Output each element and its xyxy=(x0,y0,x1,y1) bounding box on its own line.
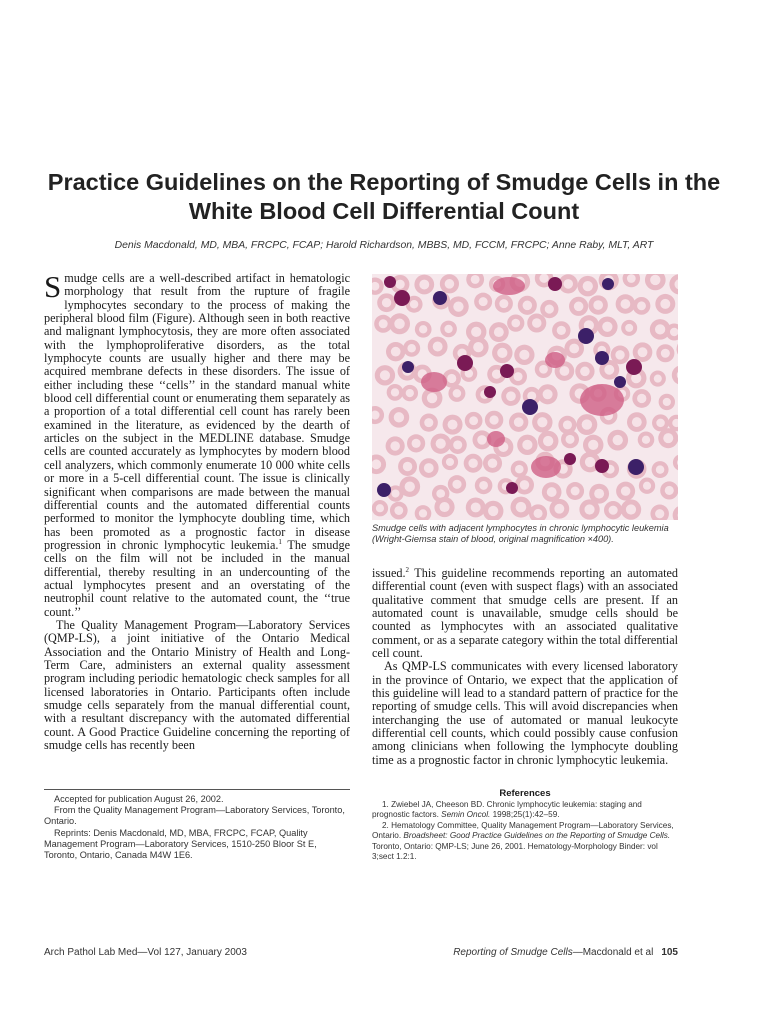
reference-item xyxy=(372,821,678,863)
red-blood-cell-center xyxy=(522,440,532,450)
footnote-reprints: Reprints: Denis Macdonald, MD, MBA, FRCPC, FCAP, Quality Management Program—Laboratory Services, 1510-250 Bloor St E, Toronto, Ontario, Canada M4W 1E6. xyxy=(44,827,317,861)
page-number: 105 xyxy=(661,947,678,958)
footer-running-head xyxy=(453,947,678,958)
red-blood-cell-center xyxy=(471,275,480,284)
lymphocyte xyxy=(626,359,642,375)
lymphocyte xyxy=(564,453,576,465)
red-blood-cell-center xyxy=(580,367,590,377)
red-blood-cell-center xyxy=(632,417,642,427)
paragraph-text: The smudge cells on the film will not be included in the manual differential, thereby resulting in an undercounting of the actual lymphocytes present and an overstating of the neutrophil count relative to the automated count, the ‘‘true count.’’ xyxy=(44,537,350,619)
red-blood-cell-center xyxy=(489,415,498,424)
article-title: Practice Guidelines on the Reporting of Smudge Cells in the White Blood Cell Differential Count xyxy=(47,169,721,224)
lymphocyte xyxy=(506,482,518,494)
red-blood-cell-center xyxy=(494,327,504,337)
red-blood-cell-center xyxy=(390,441,400,451)
red-blood-cell-center xyxy=(382,298,391,307)
red-blood-cell-center xyxy=(557,326,566,335)
red-blood-cell-center xyxy=(574,302,584,312)
red-blood-cell-center xyxy=(571,487,580,496)
blood-smear-image xyxy=(372,274,678,520)
lymphocyte xyxy=(484,386,496,398)
red-blood-cell-center xyxy=(424,418,433,427)
red-blood-cell-center xyxy=(453,440,462,449)
lymphocyte xyxy=(628,459,644,475)
red-blood-cell-center xyxy=(405,481,415,491)
lymphocyte xyxy=(522,399,538,415)
red-blood-cell-center xyxy=(436,439,446,449)
footer-journal: Arch Pathol Lab Med—Vol 127, January 2003 xyxy=(44,947,247,958)
red-blood-cell-center xyxy=(446,458,454,466)
lymphocyte xyxy=(394,290,410,306)
red-blood-cell xyxy=(677,339,678,360)
red-blood-cell-center xyxy=(520,480,530,490)
red-blood-cell-center xyxy=(626,504,636,514)
red-blood-cell-center xyxy=(594,489,604,499)
red-blood-cell-center xyxy=(554,504,564,514)
red-blood-cell-center xyxy=(479,481,488,490)
red-blood-cell-center xyxy=(665,486,674,495)
red-blood-cell-center xyxy=(407,344,416,353)
red-blood-cell-center xyxy=(537,417,547,427)
red-blood-cell-center xyxy=(621,486,631,496)
citation-ref: 2 xyxy=(405,565,410,574)
reference-title: Broadsheet: Good Practice Guidelines on the Reporting of Smudge Cells. xyxy=(403,831,671,841)
red-blood-cell-center xyxy=(543,436,553,446)
red-blood-cell-center xyxy=(523,301,533,311)
red-blood-cell-center xyxy=(468,459,477,468)
red-blood-cell-center xyxy=(650,275,660,285)
reference-list xyxy=(372,800,678,862)
red-blood-cell-center xyxy=(566,435,575,444)
red-blood-cell-center xyxy=(656,465,664,473)
smudge-cell xyxy=(493,277,525,295)
red-blood-cell-center xyxy=(391,489,399,497)
red-blood-cell-center xyxy=(663,433,673,443)
red-blood-cell-center xyxy=(403,462,412,471)
blood-smear-figure xyxy=(372,274,678,520)
lymphocyte xyxy=(602,278,614,290)
paragraph xyxy=(44,269,350,619)
red-blood-cell-center xyxy=(563,420,572,429)
red-blood-cell-center xyxy=(453,301,463,311)
lymphocyte xyxy=(384,276,396,288)
article-footnote xyxy=(44,794,350,861)
red-blood-cell-center xyxy=(506,391,516,401)
red-blood-cell-center xyxy=(663,398,671,406)
reference-journal: Semin Oncol. xyxy=(441,810,491,820)
red-blood-cell-center xyxy=(391,388,399,396)
red-blood-cell-center xyxy=(638,347,648,357)
red-blood-cell-center xyxy=(448,420,458,430)
red-blood-cell-center xyxy=(585,457,595,467)
red-blood-cell-center xyxy=(515,465,524,474)
red-blood-cell-center xyxy=(419,280,429,290)
red-blood-cell-center xyxy=(627,274,636,283)
red-blood-cell-center xyxy=(395,280,404,289)
red-blood-cell-center xyxy=(394,412,404,422)
footnote-divider xyxy=(44,789,350,790)
red-blood-cell-center xyxy=(560,366,570,376)
paragraph xyxy=(372,567,678,660)
red-blood-cell-center xyxy=(394,506,403,515)
paragraph-text: issued. xyxy=(372,566,406,580)
red-blood-cell-center xyxy=(471,502,481,512)
red-blood-cell-center xyxy=(516,502,526,512)
red-blood-cell-center xyxy=(660,299,670,309)
reference-item xyxy=(372,800,678,821)
figure-caption: Smudge cells with adjacent lymphocytes in chronic lymphocytic leukemia (Wright-Giemsa stain of blood, original magnification ×400). xyxy=(372,523,669,545)
red-blood-cell-center xyxy=(406,389,414,397)
red-blood-cell-center xyxy=(584,504,594,514)
red-blood-cell-center xyxy=(547,487,557,497)
red-blood-cell-center xyxy=(602,322,612,332)
footnote-accepted: Accepted for publication August 26, 2002. xyxy=(54,794,224,804)
red-blood-cell-center xyxy=(654,375,662,383)
lymphocyte xyxy=(595,351,609,365)
paragraph-text: mudge cells are a well-described artifact in hematologic morphology that result from the rupture of fragile lymphocytes secondary to the process of making the peripheral blood film (Figure). Although seen in both reactive and malignant lymphocytosis, they are more often associated with the lymphoproliferative disorders, as the total lymphocyte counts are usually higher and there may be acquired membrane defects in these disorders. The issue of either including these ‘‘cells’’ in the standard manual white blood cell differential count or enumerating them separately as a proportion of a total differential cell count has rarely been examined in the literature, as evidenced by the dearth of articles on the subject in the MEDLINE database. Smudge cells are counted accurately as lymphocytes by modern blood cell analyzers, which commonly enumerate 10 000 white cells or more in a 5-cell differential count. The issue is clinically significant when comparisons are made between the manual differential counts and the automated differential counts performed to monitor the lymphocyte doubling time, which has been promoted as a prognostic factor in disease progression in chronic lymphocytic leukemia. xyxy=(44,271,350,552)
red-blood-cell-center xyxy=(613,435,623,445)
red-blood-cell-center xyxy=(445,279,455,289)
red-blood-cell-center xyxy=(615,350,624,359)
red-blood-cell-center xyxy=(511,319,520,328)
red-blood-cell-center xyxy=(436,489,445,498)
reference-text: 1. Zwiebel JA, Cheeson BD. Chronic lymphocytic leukemia: staging and prognostic factors. xyxy=(372,800,642,820)
red-blood-cell-center xyxy=(433,342,443,352)
reference-text: Toronto, Ontario: QMP-LS; June 26, 2001. Hematology-Morphology Binder: vol 3;sect 1.2:1. xyxy=(372,841,658,862)
reference-text: 1998;25(1):42–59. xyxy=(490,810,560,820)
red-blood-cell-center xyxy=(447,374,456,383)
red-blood-cell-center xyxy=(656,419,665,428)
red-blood-cell-center xyxy=(427,393,437,403)
running-title: Reporting of Smudge Cells xyxy=(453,947,573,958)
red-blood-cell-center xyxy=(419,509,427,517)
smudge-cell xyxy=(531,456,561,478)
body-column-left xyxy=(44,269,350,753)
paragraph: As QMP-LS communicates with every licensed laboratory in the province of Ontario, we expect that the application of this guideline will lead to a standard pattern of practice for the reporting of smudge cells. This will avoid discrepancies when interchanging the use of automated or manual leukocyte differential cell counts, which could possibly cause confusion among clinicians when following the lymphocyte doubling time as a prognostic factor in chronic lymphocytic leukemia. xyxy=(372,659,678,767)
drop-cap: S xyxy=(44,269,62,304)
red-blood-cell-center xyxy=(593,300,603,310)
red-blood-cell-center xyxy=(410,300,418,308)
red-blood-cell-center xyxy=(469,416,478,425)
red-blood-cell-center xyxy=(514,417,524,427)
red-blood-cell-center xyxy=(488,506,498,516)
red-blood-cell-center xyxy=(642,436,650,444)
red-blood-cell-center xyxy=(444,325,452,333)
red-blood-cell-center xyxy=(532,318,542,328)
red-blood-cell-center xyxy=(637,394,646,403)
smudge-cell xyxy=(487,431,505,447)
red-blood-cell-center xyxy=(545,304,554,313)
red-blood-cell-center xyxy=(471,327,481,337)
red-blood-cell-center xyxy=(391,347,401,357)
references-heading: References xyxy=(499,788,551,799)
red-blood-cell-center xyxy=(424,463,434,473)
smudge-cell xyxy=(580,384,624,416)
red-blood-cell-center xyxy=(379,319,388,328)
red-blood-cell-center xyxy=(655,509,664,518)
red-blood-cell-center xyxy=(419,325,427,333)
paragraph: The Quality Management Program—Laboratory Services (QMP-LS), a joint initiative of the Ontario Medical Association and the Ontario Ministry of Health and Long-Term Care, administers an external quality assessment program including periodic hematologic check samples for all licensed laboratories in Ontario. Participants often include smudge cells separately from the manual differential count, with a resultant discrepancy with the automated differential count. A Good Practice Guideline concerning the reporting of smudge cells has recently been xyxy=(44,617,350,753)
author-line: Denis Macdonald, MD, MBA, FRCPC, FCAP; Harold Richardson, MBBS, MD, FCCM, FRCPC; Anne Raby, MLT, ART xyxy=(114,240,654,251)
smudge-cell xyxy=(421,372,447,392)
lymphocyte xyxy=(548,277,562,291)
footnote-affiliation: From the Quality Management Program—Laboratory Services, Toronto, Ontario. xyxy=(44,805,345,827)
paragraph-text: This guideline recommends reporting an automated differential count (even with suspect flags) with an associated qualitative comment that smudge cells are present. If an automated count is unavailable, smudge cells should be counted as lymphocytes with an associated qualitative comment, or as a separate category within the total differential cell count. xyxy=(372,566,678,661)
lymphocyte xyxy=(433,291,447,305)
red-blood-cell-center xyxy=(625,324,633,332)
lymphocyte xyxy=(457,355,473,371)
red-blood-cell-center xyxy=(604,365,614,375)
red-blood-cell-center xyxy=(582,419,592,429)
red-blood-cell-center xyxy=(492,370,501,379)
red-blood-cell xyxy=(673,505,678,520)
red-blood-cell-center xyxy=(519,350,529,360)
lymphocyte xyxy=(595,459,609,473)
red-blood-cell-center xyxy=(412,439,421,448)
smudge-cell xyxy=(545,352,565,368)
red-blood-cell-center xyxy=(588,440,598,450)
red-blood-cell-center xyxy=(380,370,390,380)
lymphocyte xyxy=(402,361,414,373)
red-blood-cell-center xyxy=(477,435,486,444)
running-authors: —Macdonald et al xyxy=(572,947,654,958)
red-blood-cell-center xyxy=(488,458,498,468)
red-blood-cell-center xyxy=(439,502,449,512)
red-blood-cell-center xyxy=(473,342,483,352)
red-blood-cell-center xyxy=(497,348,507,358)
red-blood-cell-center xyxy=(479,297,488,306)
red-blood-cell-center xyxy=(583,281,593,291)
red-blood-cell-center xyxy=(543,389,553,399)
red-blood-cell-center xyxy=(609,506,618,515)
red-blood-cell-center xyxy=(452,480,461,489)
red-blood-cell-center xyxy=(563,279,573,289)
lymphocyte xyxy=(614,376,626,388)
red-blood-cell-center xyxy=(539,365,548,374)
red-blood-cell-center xyxy=(621,299,631,309)
citation-ref: 1 xyxy=(278,537,282,546)
red-blood-cell-center xyxy=(453,389,462,398)
red-blood-cell-center xyxy=(637,301,646,310)
lymphocyte xyxy=(377,483,391,497)
lymphocyte xyxy=(500,364,514,378)
reference-text: 2. Hematology Committee, Quality Management Program—Laboratory Services, Ontario. xyxy=(372,820,674,841)
red-blood-cell-center xyxy=(643,482,651,490)
red-blood-cell-center xyxy=(376,504,384,512)
red-blood-cell-center xyxy=(539,274,548,283)
red-blood-cell-center xyxy=(661,349,670,358)
red-blood-cell-center xyxy=(655,324,665,334)
red-blood-cell-center xyxy=(514,372,523,381)
red-blood-cell-center xyxy=(394,319,404,329)
red-blood-cell-center xyxy=(569,344,579,354)
lymphocyte xyxy=(578,328,594,344)
red-blood-cell-center xyxy=(534,509,543,518)
red-blood-cell-center xyxy=(499,299,508,308)
body-column-right xyxy=(372,567,678,767)
